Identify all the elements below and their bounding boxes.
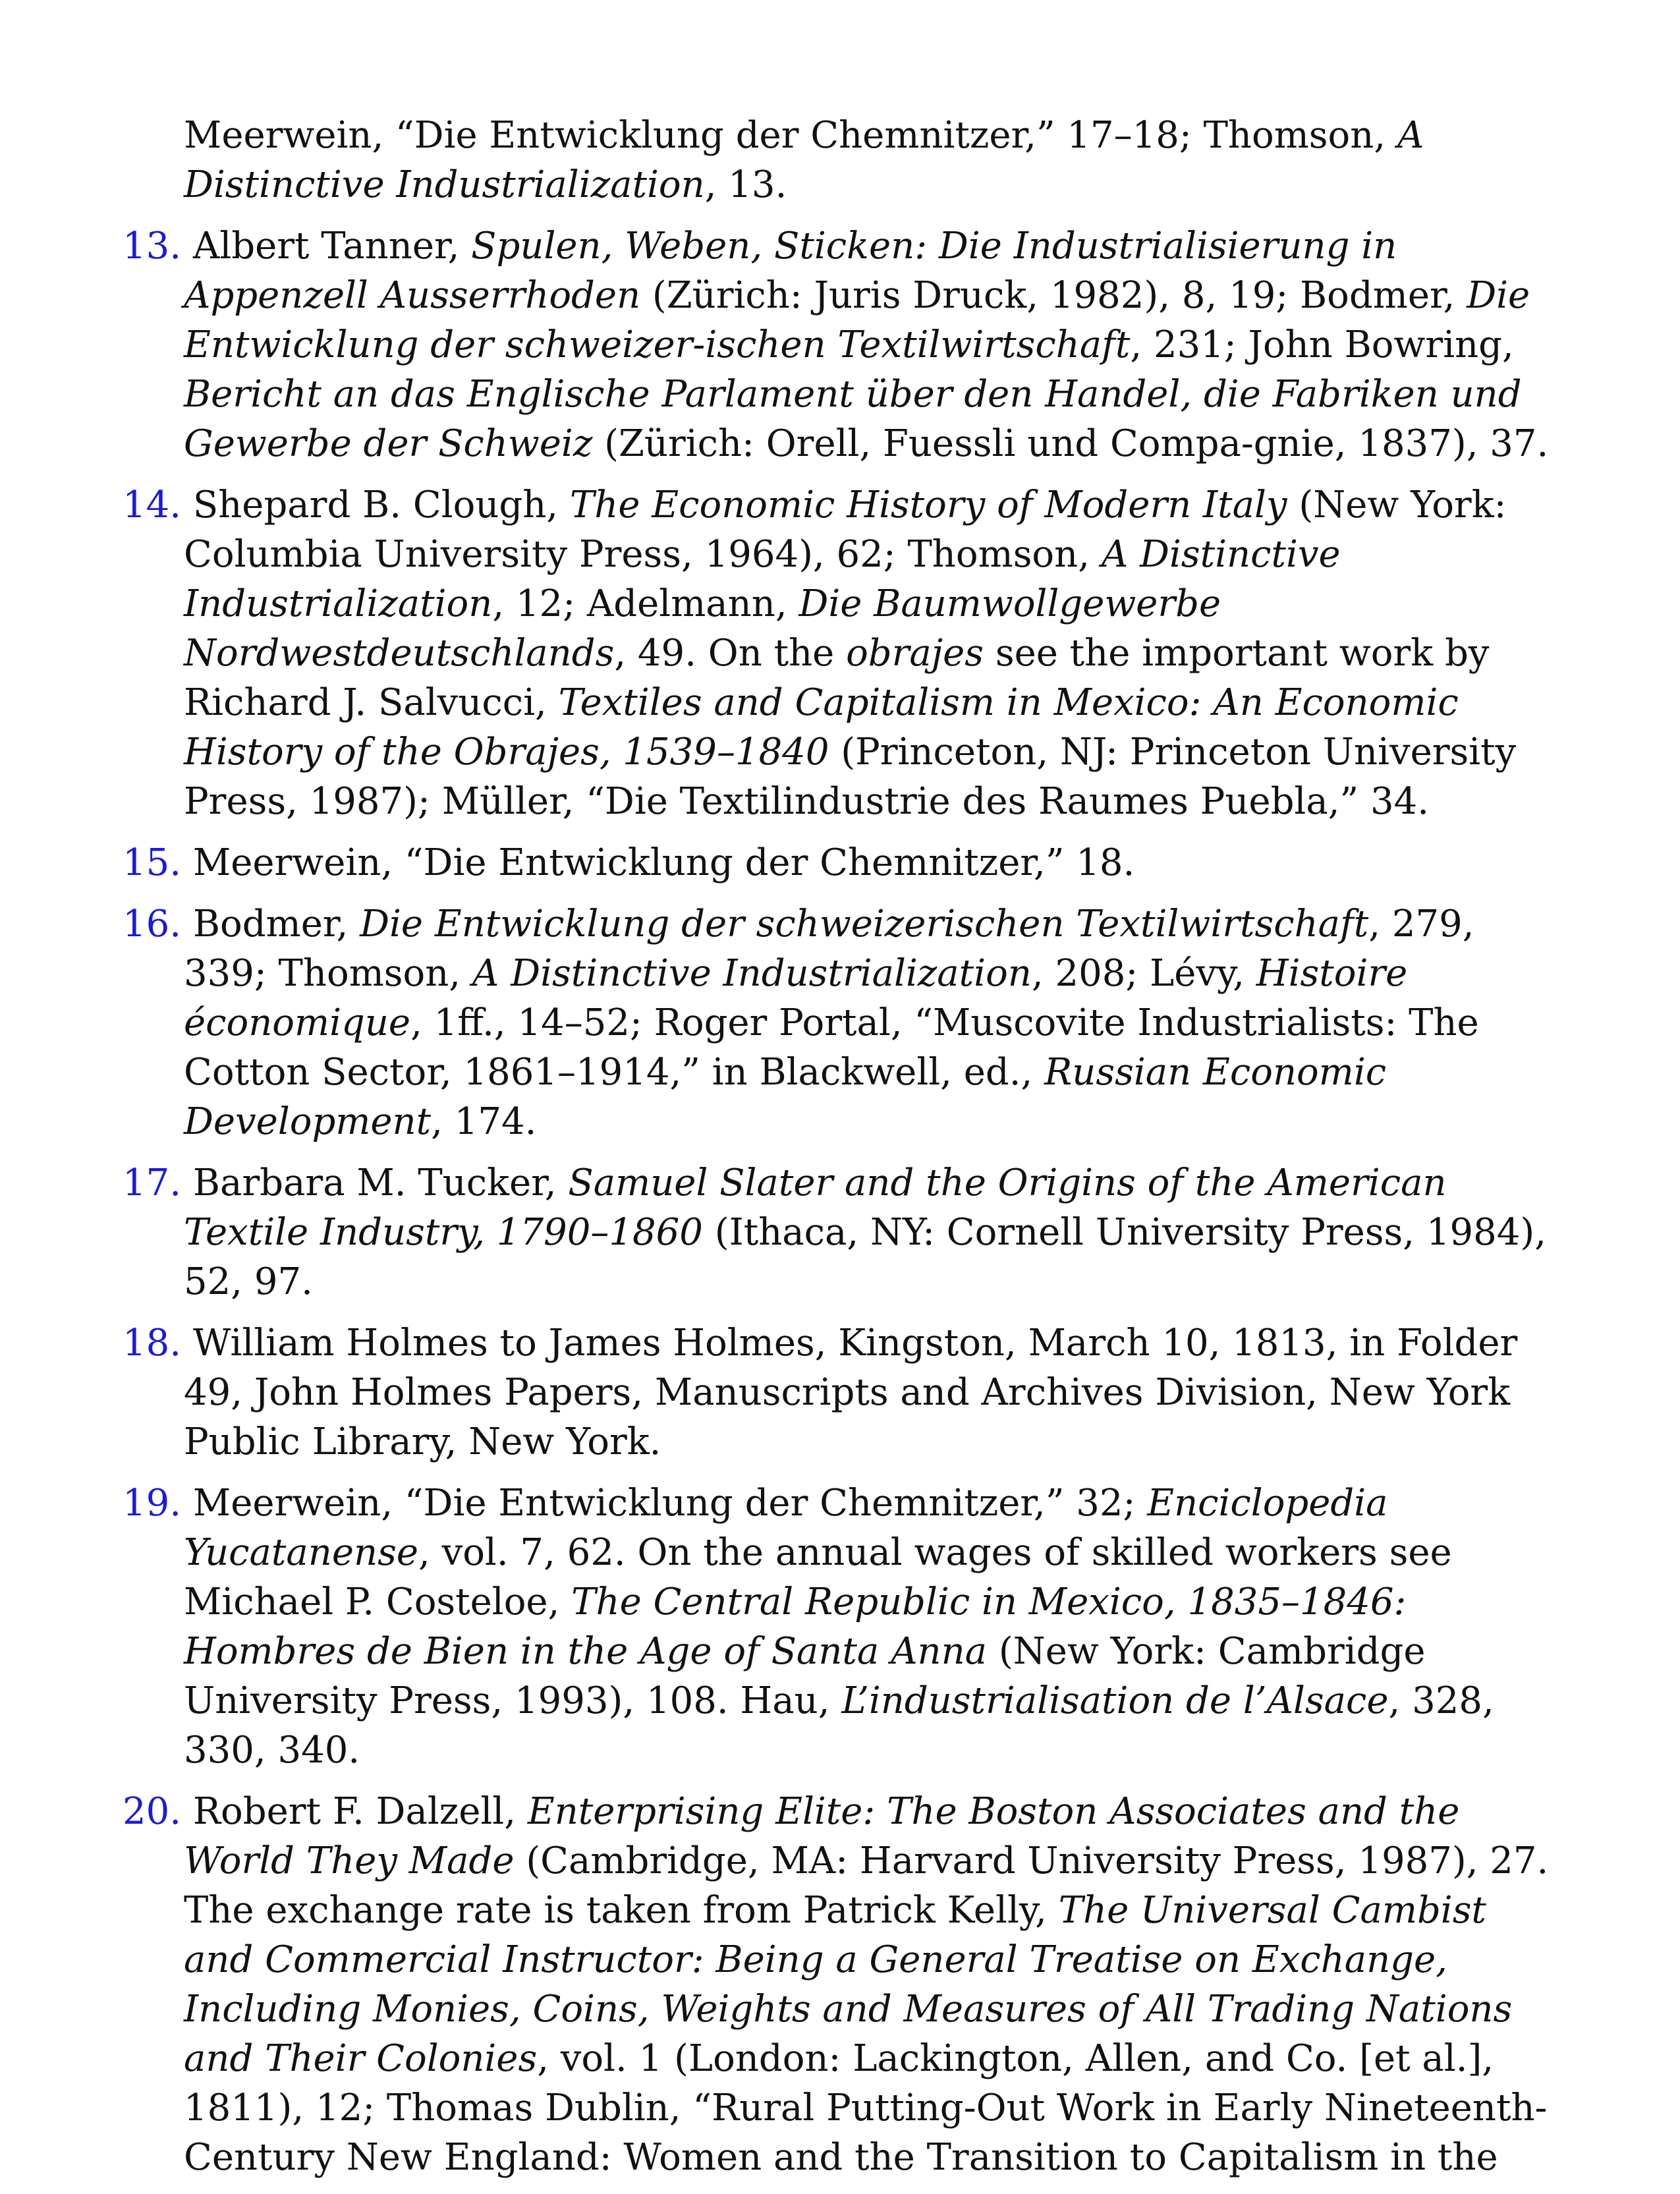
note-text: (New York: Cambridge University Press, 1993), 108. Hau,: [184, 1630, 1426, 1722]
note-text: Albert Tanner,: [192, 225, 472, 267]
endnote: [123, 1158, 1559, 1307]
italic-title-text: obrajes: [846, 632, 984, 675]
endnote-continuation: [123, 111, 1559, 210]
note-text: William Holmes to James Holmes, Kingston, March 10, 1813, in Folder 49, John Holmes Papers, Manuscripts and Archives Division, New York Public Library, New York.: [184, 1322, 1518, 1463]
endnote: [123, 480, 1559, 826]
note-text: (Zürich: Juris Druck, 1982), 8, 19; Bodmer,: [640, 274, 1467, 317]
italic-title-text: Bericht an das Englische Parlament über den Handel, die Fabriken und Gewerbe der Schweiz: [184, 373, 1522, 465]
italic-title-text: Die Entwicklung der schweizer-ischen Textilwirtschaft: [184, 274, 1530, 366]
endnote-number-link[interactable]: 19.: [123, 1482, 182, 1525]
note-text: (Zürich: Orell, Fuessli und Compa-gnie, 1837), 37.: [592, 422, 1549, 465]
note-text: (Princeton, NJ: Princeton University Press, 1987); Müller, “Die Textilindustrie des Raumes Puebla,” 34.: [184, 731, 1517, 823]
italic-title-text: Enciclopedia Yucatanense: [184, 1482, 1388, 1574]
endnote-number-link[interactable]: 14.: [123, 484, 182, 526]
italic-title-text: Russian Economic Development: [184, 1051, 1387, 1143]
note-text: Robert F. Dalzell,: [192, 1790, 528, 1833]
italic-title-text: A Distinctive Industrialization: [184, 533, 1341, 625]
note-text: , vol. 1 (London: Lackington, Allen, and Co. [et al.], 1811), 12; Thomas Dublin, “Rural Putting-Out Work in Early Nineteenth-Century New England: Women and the Transition to Capitalism in the: [184, 2037, 1548, 2179]
note-text: , 13.: [704, 163, 787, 206]
note-text: Meerwein, “Die Entwicklung der Chemnitzer,” 32;: [192, 1482, 1148, 1525]
endnote-number-link[interactable]: 17.: [123, 1162, 182, 1204]
italic-title-text: Die Baumwollgewerbe Nordwestdeutschlands: [184, 582, 1221, 675]
note-text: , 208; Lévy,: [1031, 952, 1256, 995]
endnote: [123, 838, 1559, 887]
italic-title-text: Die Entwicklung der schweizerischen Textilwirtschaft: [360, 903, 1369, 945]
note-text: , vol. 7, 62. On the annual wages of skilled workers see Michael P. Costeloe,: [184, 1531, 1452, 1623]
italic-title-text: The Central Republic in Mexico, 1835–1846: Hombres de Bien in the Age of Santa Anna: [184, 1581, 1407, 1673]
endnote: [123, 221, 1559, 468]
italic-title-text: The Universal Cambist and Commercial Instructor: Being a General Treatise on Exchange, Including Monies, Coins, Weights and Measures of All Trading Nations and Their Colonies: [184, 1889, 1513, 2080]
note-text: , 49. On the: [614, 632, 847, 675]
endnote-number-link[interactable]: 20.: [123, 1790, 182, 1833]
note-text: see the important work by Richard J. Salvucci,: [184, 632, 1490, 724]
italic-title-text: Textiles and Capitalism in Mexico: An Economic History of the Obrajes, 1539–1840: [184, 681, 1459, 774]
italic-title-text: A Distinctive Industrialization: [184, 114, 1424, 206]
note-text: (New York: Columbia University Press, 1964), 62; Thomson,: [184, 484, 1507, 576]
note-text: (Cambridge, MA: Harvard University Press, 1987), 27. The exchange rate is taken from Patrick Kelly,: [184, 1840, 1549, 1932]
endnote: [123, 899, 1559, 1146]
note-text: Meerwein, “Die Entwicklung der Chemnitzer,” 18.: [192, 841, 1135, 884]
note-text: , 1ff., 14–52; Roger Portal, “Muscovite Industrialists: The Cotton Sector, 1861–1914,” in Blackwell, ed.,: [184, 1001, 1479, 1094]
note-text: , 174.: [431, 1100, 537, 1143]
italic-title-text: Histoire économique: [184, 952, 1408, 1044]
note-text: (Ithaca, NY: Cornell University Press, 1984), 52, 97.: [184, 1211, 1547, 1303]
note-text: Barbara M. Tucker,: [192, 1162, 569, 1204]
italic-title-text: Enterprising Elite: The Boston Associates and the World They Made: [184, 1790, 1460, 1882]
italic-title-text: L’industrialisation de l’Alsace: [841, 1679, 1389, 1722]
italic-title-text: The Economic History of Modern Italy: [569, 484, 1287, 526]
endnote-number-link[interactable]: 18.: [123, 1322, 182, 1364]
note-text: , 328, 330, 340.: [184, 1679, 1494, 1772]
note-text: Shepard B. Clough,: [192, 484, 570, 526]
note-text: , 231; John Bowring,: [1130, 323, 1514, 366]
italic-title-text: A Distinctive Industrialization: [472, 952, 1032, 995]
note-text: Bodmer,: [192, 903, 360, 945]
endnote-number-link[interactable]: 15.: [123, 841, 182, 884]
endnote-number-link[interactable]: 13.: [123, 225, 182, 267]
endnote: [123, 1787, 1559, 2182]
note-text: , 12; Adelmann,: [492, 582, 799, 625]
note-text: Meerwein, “Die Entwicklung der Chemnitzer,” 17–18; Thomson,: [184, 114, 1397, 157]
note-text: , 279, 339; Thomson,: [184, 903, 1474, 995]
endnote: [123, 1478, 1559, 1775]
endnotes-list: [123, 111, 1559, 2194]
endnote: [123, 1318, 1559, 1467]
endnote-number-link[interactable]: 16.: [123, 903, 182, 945]
italic-title-text: Samuel Slater and the Origins of the American Textile Industry, 1790–1860: [184, 1162, 1447, 1254]
italic-title-text: Spulen, Weben, Sticken: Die Industrialisierung in Appenzell Ausserrhoden: [184, 225, 1397, 317]
